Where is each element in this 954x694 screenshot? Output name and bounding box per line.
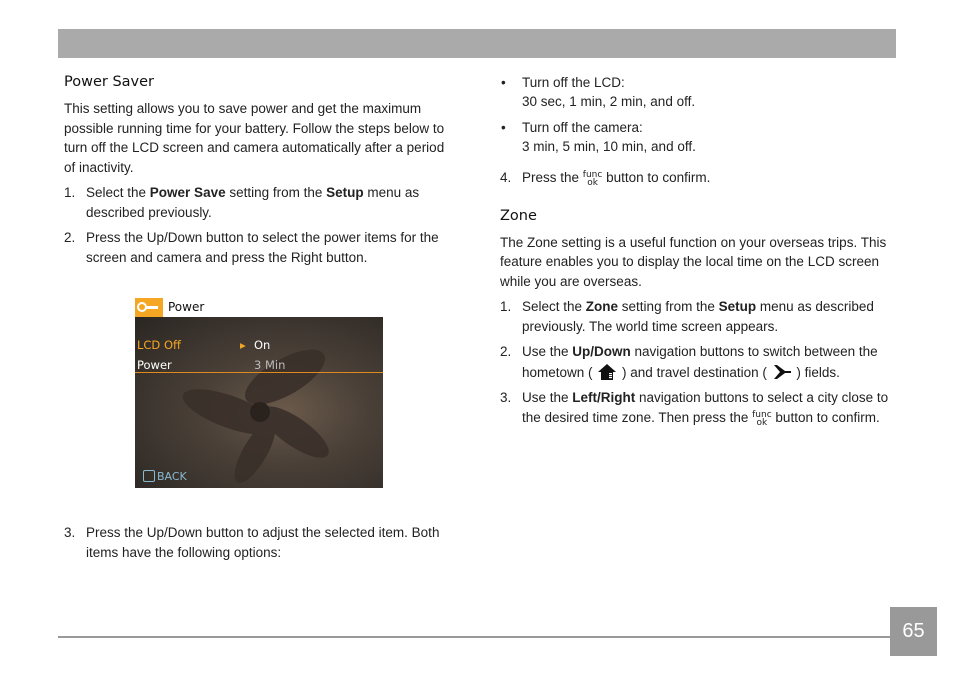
func-ok-icon: func ok bbox=[752, 409, 772, 428]
page-number: 65 bbox=[890, 607, 937, 656]
zone-step-3: 3. Use the Left/Right navigation buttons to select a city close to the desired time zone. Then press the func ok button to confirm. bbox=[500, 390, 889, 428]
bullet-camera: • Turn off the camera: 3 min, 5 min, 10 min, and off. bbox=[501, 120, 696, 154]
left-column bbox=[64, 73, 459, 267]
wrench-icon bbox=[135, 298, 163, 317]
power-saver-intro: This setting allows you to save power and get the maximum possible running time for your battery. Follow the steps below to turn off the LCD screen and camera automatically after a period of inactivity. bbox=[64, 101, 445, 175]
zone-heading: Zone bbox=[500, 207, 537, 224]
screen-background bbox=[135, 317, 383, 488]
step-4: 4. Press the func ok button to confirm. bbox=[500, 170, 711, 188]
power-saver-heading: Power Saver bbox=[64, 74, 155, 90]
power-label: Power bbox=[137, 358, 172, 372]
lcd-off-value: On bbox=[254, 338, 271, 352]
lcd-off-label: LCD Off bbox=[137, 338, 181, 352]
back-icon bbox=[143, 470, 155, 482]
zone-step-2: 2. Use the Up/Down navigation buttons to switch between the hometown ( ) and travel destination ( ) fields. bbox=[500, 344, 878, 380]
zone-step-1: 1. Select the Zone setting from the Setup menu as described previously. The world time screen appears. bbox=[500, 299, 874, 334]
bullet-lcd: • Turn off the LCD: 30 sec, 1 min, 2 min, and off. bbox=[501, 75, 696, 109]
airplane-icon bbox=[771, 362, 793, 382]
camera-power-screen bbox=[135, 298, 383, 488]
zone-intro: The Zone setting is a useful function on your overseas trips. This feature enables you to display the local time on the LCD screen while you are overseas. bbox=[500, 234, 887, 289]
back-label: BACK bbox=[157, 470, 187, 483]
right-column bbox=[500, 73, 890, 427]
step-1: 1. Select the Power Save setting from the Setup menu as described previously. bbox=[64, 185, 420, 220]
selection-underline bbox=[135, 372, 383, 373]
arrow-right-icon: ▸ bbox=[240, 338, 246, 352]
func-ok-icon: func ok bbox=[582, 170, 603, 188]
header-bar bbox=[58, 29, 896, 58]
home-icon bbox=[596, 362, 618, 382]
screen-title: Power bbox=[168, 300, 205, 314]
step-3: 3. Press the Up/Down button to adjust the selected item. Both items have the following options: bbox=[64, 525, 440, 560]
step-2: 2. Press the Up/Down button to select the power items for the screen and camera and press the Right button. bbox=[64, 230, 439, 265]
power-value: 3 Min bbox=[254, 358, 286, 372]
footer-rule bbox=[58, 636, 890, 638]
